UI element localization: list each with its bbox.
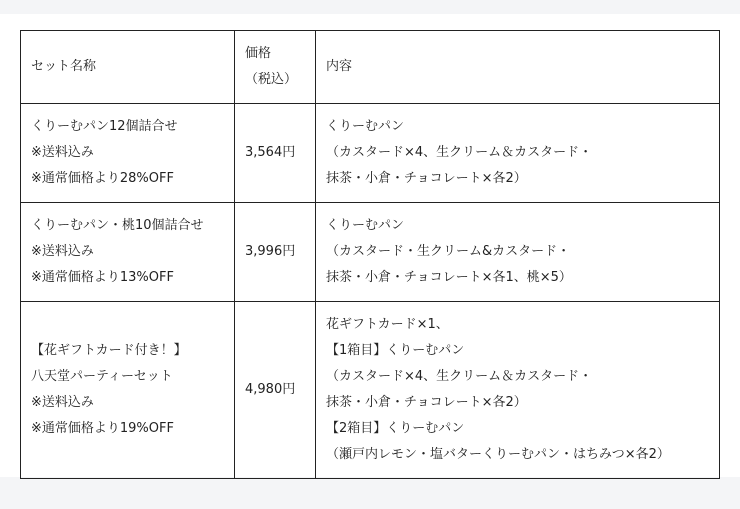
contents-line: くりーむパン: [326, 218, 405, 233]
header-contents-text: 内容: [326, 59, 353, 74]
contents-line: 抹茶・小倉・チョコレート×各2）: [326, 395, 527, 410]
price-value: 3,996円: [245, 244, 296, 259]
set-name-cell: [21, 302, 235, 479]
set-name-line: ※送料込み: [31, 145, 94, 160]
contents-line: 【1箱目】くりーむパン: [326, 343, 465, 358]
set-name-line: ※送料込み: [31, 395, 94, 410]
set-name-cell: [21, 104, 235, 203]
header-price: [235, 31, 316, 104]
contents-line: 抹茶・小倉・チョコレート×各1、桃×5）: [326, 270, 572, 285]
contents-line: 抹茶・小倉・チョコレート×各2）: [326, 171, 527, 186]
contents-line: （瀬戸内レモン・塩バターくりーむパン・はちみつ×各2）: [326, 447, 670, 462]
price-value: 4,980円: [245, 382, 296, 397]
set-name-line: 八天堂パーティーセット: [31, 369, 173, 384]
price-cell: [235, 203, 316, 302]
price-cell: [235, 302, 316, 479]
header-set-name-text: セット名称: [31, 59, 97, 74]
price-value: 3,564円: [245, 145, 296, 160]
contents-line: くりーむパン: [326, 119, 405, 134]
contents-cell: [316, 203, 720, 302]
set-name-line: 【花ギフトカード付き！】: [31, 343, 187, 358]
set-name-line: ※通常価格より19%OFF: [31, 421, 174, 436]
set-name-line: ※送料込み: [31, 244, 94, 259]
header-price-tax-text: （税込）: [245, 72, 298, 87]
table-header-row: [21, 31, 720, 104]
contents-line: 【2箱目】くりーむパン: [326, 421, 465, 436]
contents-line: （カスタード×4、生クリーム＆カスタード・: [326, 145, 593, 160]
contents-line: （カスタード・生クリーム&カスタード・: [326, 244, 571, 259]
table-row: [21, 302, 720, 479]
gift-set-table: [20, 30, 720, 479]
set-name-line: ※通常価格より13%OFF: [31, 270, 174, 285]
set-name-line: くりーむパン・桃10個詰合せ: [31, 218, 204, 233]
header-contents: [316, 31, 720, 104]
set-name-line: ※通常価格より28%OFF: [31, 171, 174, 186]
table-row: [21, 104, 720, 203]
set-name-line: くりーむパン12個詰合せ: [31, 119, 178, 134]
contents-cell: [316, 104, 720, 203]
contents-cell: [316, 302, 720, 479]
header-set-name: [21, 31, 235, 104]
contents-line: 花ギフトカード×1、: [326, 317, 449, 332]
set-name-cell: [21, 203, 235, 302]
header-price-text: 価格: [245, 46, 272, 61]
contents-line: （カスタード×4、生クリーム＆カスタード・: [326, 369, 593, 384]
price-cell: [235, 104, 316, 203]
table-row: [21, 203, 720, 302]
